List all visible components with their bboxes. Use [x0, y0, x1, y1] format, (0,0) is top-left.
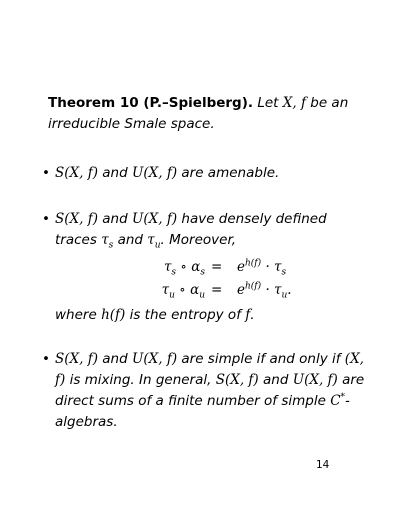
math-cstar: C* — [330, 392, 346, 409]
text-t1: are simple if and only if — [181, 351, 341, 367]
text-rest: are amenable. — [181, 165, 280, 181]
theorem-statement — [48, 93, 363, 135]
text-moreover: . Moreover, — [160, 232, 237, 248]
math-s: S(X, f) — [55, 351, 98, 367]
bullet-traces — [42, 209, 365, 323]
text-t2: is mixing. In general, — [69, 372, 212, 388]
theorem-heading: Theorem 10 (P.–Spielberg). — [48, 95, 254, 111]
math-s: S(X, f) — [55, 211, 98, 227]
text-where-rest: is the entropy of — [129, 307, 241, 323]
equation-rhs: $e^{h(f)} \cdot \tau_u$. — [237, 281, 292, 301]
math-s-2: S(X, f) — [215, 372, 259, 388]
equation-lhs: $\tau_s$ ∘ $\alpha_s$ — [163, 259, 205, 278]
text-and-2: and — [117, 232, 143, 248]
theorem-text-b: be an irreducible Smale space. — [48, 95, 349, 132]
math-hf: h(f) — [101, 307, 126, 323]
math-u-2: U(X, f) — [292, 372, 338, 388]
math-u: U(X, f) — [131, 351, 178, 367]
math-s: S(X, f) — [55, 165, 98, 181]
text-and: and — [102, 351, 128, 367]
math-f: f — [245, 307, 251, 323]
text-where: where — [55, 307, 97, 323]
text-and: and — [102, 211, 128, 227]
math-xf: (X, f) — [55, 351, 364, 388]
math-tau-u: $\tau_u$ — [147, 232, 161, 251]
entropy-note — [55, 305, 365, 326]
math-u: U(X, f) — [131, 165, 178, 181]
text-t4: -algebras. — [55, 393, 350, 430]
equation-lhs: $\tau_u$ ∘ $\alpha_u$ — [161, 282, 205, 301]
bullet-dot: • — [42, 211, 50, 227]
equation-equals: = — [211, 259, 223, 275]
equation-rhs: $e^{h(f)} \cdot \tau_s$ — [237, 258, 287, 278]
equation-equals: = — [211, 282, 223, 298]
bullet-amenable — [42, 163, 365, 184]
math-u: U(X, f) — [131, 211, 178, 227]
math-tau-s: $\tau_s$ — [101, 232, 114, 251]
text-t3: are direct sums of a finite number of simple — [55, 372, 365, 409]
text-and: and — [102, 165, 128, 181]
theorem-vars: X, f — [282, 95, 306, 111]
theorem-text-a: Let — [257, 95, 279, 111]
bullet-simple — [42, 349, 365, 433]
bullet-dot: • — [42, 165, 50, 181]
text-period: . — [250, 307, 255, 323]
page-number: 14 — [316, 459, 330, 471]
bullet-dot: • — [42, 351, 50, 367]
text-rest: have densely defined traces — [55, 211, 327, 248]
text-and-2: and — [263, 372, 289, 388]
